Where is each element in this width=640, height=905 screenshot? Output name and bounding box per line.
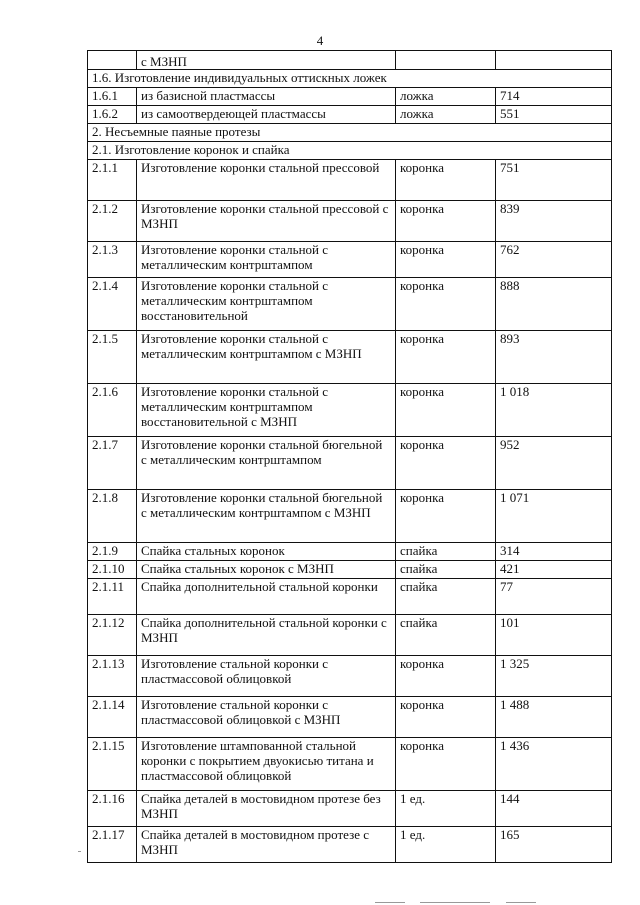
- unit-cell: коронка: [396, 242, 496, 278]
- price-cell: 1 436: [496, 738, 612, 791]
- code-cell: 2.1.12: [88, 615, 137, 656]
- price-cell: 952: [496, 437, 612, 490]
- table-row: [88, 490, 612, 543]
- code-cell: 2.1.7: [88, 437, 137, 490]
- name-cell: из базисной пластмассы: [137, 88, 396, 106]
- section-row: [88, 142, 612, 160]
- unit-cell: спайка: [396, 615, 496, 656]
- unit-cell: спайка: [396, 561, 496, 579]
- code-cell: 1.6.2: [88, 106, 137, 124]
- unit-cell: коронка: [396, 160, 496, 201]
- price-table: [87, 50, 612, 863]
- code-cell: [88, 51, 137, 70]
- table-row: [88, 615, 612, 656]
- price-cell: 1 018: [496, 384, 612, 437]
- price-cell: 1 488: [496, 697, 612, 738]
- price-cell: [496, 51, 612, 70]
- price-cell: 77: [496, 579, 612, 615]
- section-title: 1.6. Изготовление индивидуальных оттискных ложек: [88, 70, 612, 88]
- section-row: [88, 124, 612, 142]
- name-cell: Изготовление стальной коронки с пластмассовой облицовкой с МЗНП: [137, 697, 396, 738]
- unit-cell: [396, 51, 496, 70]
- price-cell: 101: [496, 615, 612, 656]
- name-cell: Изготовление стальной коронки с пластмассовой облицовкой: [137, 656, 396, 697]
- code-cell: 1.6.1: [88, 88, 137, 106]
- table-row: [88, 88, 612, 106]
- price-cell: 762: [496, 242, 612, 278]
- price-cell: 144: [496, 791, 612, 827]
- name-cell: Изготовление коронки стальной прессовой: [137, 160, 396, 201]
- code-cell: 2.1.3: [88, 242, 137, 278]
- unit-cell: коронка: [396, 656, 496, 697]
- table-row: [88, 331, 612, 384]
- unit-cell: коронка: [396, 278, 496, 331]
- code-cell: 2.1.6: [88, 384, 137, 437]
- code-cell: 2.1.4: [88, 278, 137, 331]
- unit-cell: спайка: [396, 543, 496, 561]
- table-row: [88, 579, 612, 615]
- table-row: [88, 106, 612, 124]
- code-cell: 2.1.5: [88, 331, 137, 384]
- code-cell: 2.1.13: [88, 656, 137, 697]
- name-cell: Спайка стальных коронок: [137, 543, 396, 561]
- table-row: [88, 384, 612, 437]
- unit-cell: 1 ед.: [396, 791, 496, 827]
- code-cell: 2.1.17: [88, 827, 137, 863]
- section-row: [88, 70, 612, 88]
- code-cell: 2.1.9: [88, 543, 137, 561]
- name-cell: Спайка дополнительной стальной коронки: [137, 579, 396, 615]
- unit-cell: ложка: [396, 106, 496, 124]
- name-cell: Изготовление коронки стальной бюгельной с металлическим контрштампом: [137, 437, 396, 490]
- name-cell: Изготовление коронки стальной с металлическим контрштампом восстановительной: [137, 278, 396, 331]
- unit-cell: спайка: [396, 579, 496, 615]
- name-cell: из самоотвердеющей пластмассы: [137, 106, 396, 124]
- price-cell: 314: [496, 543, 612, 561]
- section-title: 2.1. Изготовление коронок и спайка: [88, 142, 612, 160]
- unit-cell: 1 ед.: [396, 827, 496, 863]
- scan-mark: [78, 851, 81, 852]
- price-cell: 1 071: [496, 490, 612, 543]
- table-row: [88, 791, 612, 827]
- code-cell: 2.1.16: [88, 791, 137, 827]
- name-cell: Изготовление штампованной стальной коронки с покрытием двуокисью титана и пластмассовой облицовкой: [137, 738, 396, 791]
- name-cell: с МЗНП: [137, 51, 396, 70]
- scan-mark: [420, 902, 490, 903]
- table-row: [88, 827, 612, 863]
- unit-cell: коронка: [396, 697, 496, 738]
- unit-cell: коронка: [396, 738, 496, 791]
- table-row: [88, 656, 612, 697]
- table-row: [88, 437, 612, 490]
- unit-cell: коронка: [396, 201, 496, 242]
- price-cell: 751: [496, 160, 612, 201]
- name-cell: Изготовление коронки стальной прессовой с МЗНП: [137, 201, 396, 242]
- price-cell: 551: [496, 106, 612, 124]
- name-cell: Спайка деталей в мостовидном протезе с МЗНП: [137, 827, 396, 863]
- price-cell: 839: [496, 201, 612, 242]
- table-row: [88, 278, 612, 331]
- price-cell: 714: [496, 88, 612, 106]
- page-number: 4: [316, 33, 324, 48]
- name-cell: Изготовление коронки стальной с металлическим контрштампом: [137, 242, 396, 278]
- price-cell: 893: [496, 331, 612, 384]
- unit-cell: коронка: [396, 437, 496, 490]
- price-cell: 888: [496, 278, 612, 331]
- table-row: [88, 561, 612, 579]
- table-row: [88, 242, 612, 278]
- code-cell: 2.1.2: [88, 201, 137, 242]
- price-cell: 1 325: [496, 656, 612, 697]
- continuation-row: [88, 51, 612, 70]
- scan-mark: [506, 902, 536, 903]
- unit-cell: ложка: [396, 88, 496, 106]
- code-cell: 2.1.10: [88, 561, 137, 579]
- table-row: [88, 738, 612, 791]
- table-row: [88, 543, 612, 561]
- name-cell: Спайка деталей в мостовидном протезе без МЗНП: [137, 791, 396, 827]
- price-cell: 165: [496, 827, 612, 863]
- table-row: [88, 160, 612, 201]
- table-row: [88, 201, 612, 242]
- unit-cell: коронка: [396, 384, 496, 437]
- name-cell: Изготовление коронки стальной с металлическим контрштампом восстановительной с МЗНП: [137, 384, 396, 437]
- code-cell: 2.1.1: [88, 160, 137, 201]
- name-cell: Спайка дополнительной стальной коронки с МЗНП: [137, 615, 396, 656]
- code-cell: 2.1.11: [88, 579, 137, 615]
- code-cell: 2.1.15: [88, 738, 137, 791]
- name-cell: Изготовление коронки стальной бюгельной с металлическим контрштампом с МЗНП: [137, 490, 396, 543]
- name-cell: Изготовление коронки стальной с металлическим контрштампом с МЗНП: [137, 331, 396, 384]
- section-title: 2. Несъемные паяные протезы: [88, 124, 612, 142]
- unit-cell: коронка: [396, 490, 496, 543]
- code-cell: 2.1.14: [88, 697, 137, 738]
- price-table-body: [88, 51, 612, 863]
- unit-cell: коронка: [396, 331, 496, 384]
- code-cell: 2.1.8: [88, 490, 137, 543]
- price-cell: 421: [496, 561, 612, 579]
- scan-mark: [375, 902, 405, 903]
- table-row: [88, 697, 612, 738]
- name-cell: Спайка стальных коронок с МЗНП: [137, 561, 396, 579]
